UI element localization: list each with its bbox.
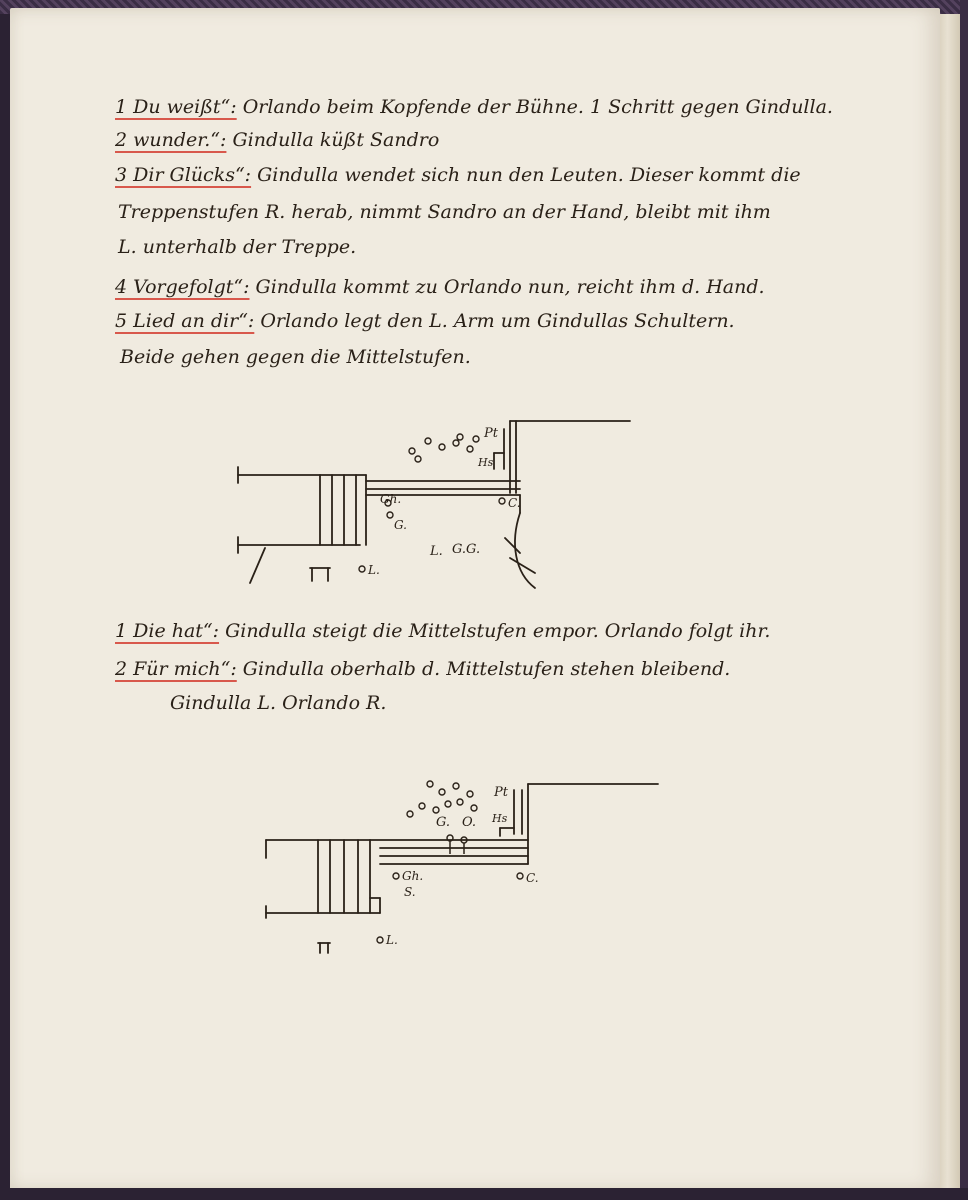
book-cover-bottom	[0, 1188, 968, 1200]
note-text: Beide gehen gegen die Mittelstufen.	[120, 346, 471, 368]
page-edge	[938, 14, 962, 1190]
note-line	[115, 658, 730, 680]
note-text: Gindulla wendet sich nun den Leuten. Dieser kommt die	[251, 164, 801, 186]
note-text: Gindulla oberhalb d. Mittelstufen stehen bleibend.	[236, 658, 731, 680]
cue-label: 1 Du weißt“:	[115, 96, 237, 118]
label-ol: L.	[386, 933, 398, 947]
notebook-page	[10, 8, 940, 1190]
cue-label: 1 Die hat“:	[115, 620, 220, 642]
note-text: Gindulla steigt die Mittelstufen empor. Orlando folgt ihr.	[219, 620, 771, 642]
label-ol: L.	[368, 563, 380, 577]
note-line	[115, 310, 735, 332]
label-pt: Pt	[484, 426, 498, 441]
book-cover-right	[960, 0, 968, 1200]
cue-label: 5 Lied an dir“:	[115, 310, 255, 332]
cue-label: 3 Dir Glücks“:	[115, 164, 252, 186]
note-text: Orlando legt den L. Arm um Gindullas Schultern.	[254, 310, 735, 332]
note-text: Gindulla L. Orlando R.	[170, 692, 387, 714]
cue-label: 2 wunder.“:	[115, 129, 227, 151]
label-gg: G.G.	[452, 542, 481, 557]
label-l: L.	[430, 544, 443, 559]
note-line	[120, 346, 471, 368]
note-line	[115, 96, 833, 118]
note-line	[115, 129, 439, 151]
label-g: G.	[394, 518, 407, 532]
note-line	[118, 236, 356, 258]
label-c: C.	[526, 871, 539, 885]
note-text: Gindulla küßt Sandro	[226, 129, 440, 151]
cue-label: 4 Vorgefolgt“:	[115, 276, 250, 298]
label-hs: Hs	[492, 812, 508, 825]
note-line	[115, 620, 770, 642]
note-line	[170, 692, 386, 714]
note-line	[118, 201, 771, 223]
label-gh: Gh.	[380, 492, 402, 506]
note-line	[115, 164, 801, 186]
label-s: S.	[404, 885, 416, 899]
label-pt: Pt	[494, 785, 508, 800]
note-text: Orlando beim Kopfende der Bühne. 1 Schritt gegen Gindulla.	[236, 96, 833, 118]
label-o: O.	[462, 815, 477, 830]
label-hs: Hs	[478, 456, 494, 469]
label-c: C.	[508, 496, 521, 510]
note-line	[115, 276, 765, 298]
note-text: Treppenstufen R. herab, nimmt Sandro an der Hand, bleibt mit ihm	[118, 201, 771, 223]
stage-diagram-1	[230, 403, 650, 603]
label-gh: Gh.	[402, 869, 424, 883]
note-text: Gindulla kommt zu Orlando nun, reicht ihm d. Hand.	[249, 276, 765, 298]
note-text: L. unterhalb der Treppe.	[118, 236, 357, 258]
stage-diagram-2	[260, 768, 680, 958]
cue-label: 2 Für mich“:	[115, 658, 237, 680]
label-g: G.	[436, 815, 451, 830]
